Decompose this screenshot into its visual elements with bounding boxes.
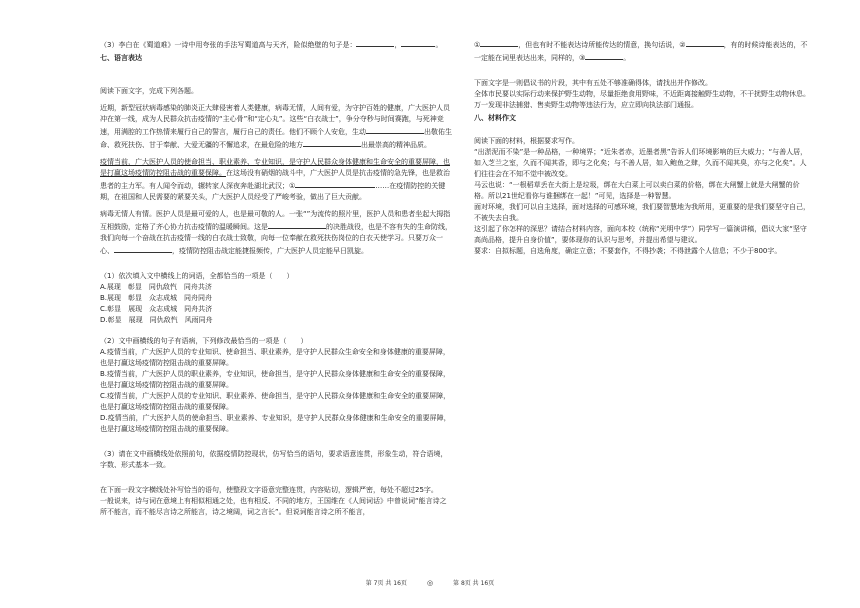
answer-blank[interactable]	[401, 38, 435, 47]
proposal-task-intro: 下面文字是一则倡议书的片段，其中有五处不够准确得体，请找出并作修改。	[474, 79, 712, 87]
section-7-heading: 七、语言表达	[100, 54, 142, 62]
q2-stem: （2）文中画横线的句子有语病，下列修改最恰当的一项是（ ）	[100, 337, 308, 345]
passage-paragraph-3: 病毒无情人有情。医护人员是最可爱的人，也是最可敬的人。一张“”为流传的照片里，医护人员和患者坐起大拇指互相鼓励，定格了齐心协力抗击疫情的温暖瞬间。这是 的决胜战役，也是不容有失的生命防线，我们向每一个奋战在抗击疫情一线的白衣战士致敬，向每一位奉献在救死扶伤岗位的白衣天使学习。只要万众一心、 ，疫情防控阻击战定能捷报频传，广大医护人员定能早日凯旋。	[100, 210, 452, 255]
answer-blank[interactable]	[585, 51, 623, 60]
q3-imitation-stem: （3）请在文中画横线处依照前句，依据疫情防控现状，仿写恰当的语句，要求语意连贯，形象生动，符合语境，字数、形式基本一致。	[100, 450, 448, 469]
left-column	[100, 38, 452, 518]
writing-prompt: 这引起了你怎样的深思？请结合材料内容，面向本校（统称“光明中学”）同学写一篇演讲稿，倡议大家“坚守高尚品格，提升自身价值”，要体现你的认识与思考，并提出希望与建议。	[474, 225, 807, 244]
q2-option[interactable]: A.疫情当前，广大医护人员的专业知识、使命担当、职业素养，是守护人民群众生命安全和身体健康的重要屏障，也是打赢这场疫情防控阻击战的重要屏障。	[100, 348, 450, 367]
footer-separator-icon: ◎	[426, 579, 434, 587]
q1-option[interactable]: A.展现 彰显 同仇敌忾 同舟共济	[100, 283, 212, 291]
passage-paragraph-1: 近期，新型冠状病毒感染的肺炎正大肆侵害着人类健康，病毒无情，人间有爱，为守护百姓的健康，广大医护人员冲在第一线，成为人民群众抗击疫情的“主心骨”和“定心丸”。这些“白衣战士”，争分夺秒与时间赛跑，与死神竞速，用满腔的工作热情来履行自己的誓言，履行自己的责任。他们不顾个人安危，生动 出敬佑生命、救死扶伤、甘于奉献、大爱无疆的不懈追求，在最危险的地方 出最崇高的精神品质。	[100, 104, 452, 149]
writing-material-1: “出淤泥而不染”是一种品格，一种境界；“近朱者赤，近墨者黑”告诉人们环境影响的巨大威力；“与善人居，如入芝兰之室，久而不闻其香，即与之化矣；与不善人居，如入鲍鱼之肆，久而不闻其臭，亦与之化矣”。人们往往会在不知不觉中被改变。	[474, 148, 808, 178]
answer-blank[interactable]	[268, 220, 326, 229]
q2-option[interactable]: B.疫情当前，广大医护人员的职业素养，专业知识，使命担当，是守护人民群众身体健康和生命安全的重要保障，也是打赢这场疫情防控阻击战的重要屏障。	[100, 370, 451, 389]
passage-paragraph-2: 疫情当前，广大医护人员的使命担当、职业素养、专业知识，是守护人民群众身体健康和生命安全的重要屏障，也是打赢这场疫情防控阻击战的重要保障。在这场没有硝烟的战斗中，广大医护人员是抗击疫情的急先锋，也是救治患者的主力军。有人闻令而动，辗转家人深夜奔赴湖北武汉；① ……在疫情防控的关键期，在祖国和人民需要的紧要关头，广大医护人员经受了严峻考验，做出了巨大贡献。	[100, 158, 450, 201]
right-column	[474, 38, 810, 257]
q3-poetry-question	[100, 38, 452, 51]
q2-option[interactable]: C.疫情当前，广大医护人员的专业知识、职业素养、使命担当，是守护人民群众身体健康和生命安全的重要屏障，也是打赢这场疫情防控阻击战的重要保障。	[100, 392, 451, 411]
answer-blank[interactable]	[303, 138, 361, 147]
page-footer	[0, 578, 860, 587]
section-8-heading: 八、材料作文	[474, 114, 516, 122]
writing-intro: 阅读下面的材料，根据要求写作。	[474, 137, 579, 145]
answer-blank[interactable]	[295, 179, 375, 188]
fill-blank-continuation: ① ，但也有时不能表达诗所能传达的情意，换句话说，② ，有的时候诗能表达的，不一定能在词里表达出来，同样的，③ 。	[474, 38, 810, 64]
writing-material-3: 面对环境，我们可以自主选择，面对选择的可感环境，我们要智慧地为我所用，更重要的是我们要坚守自己，不被失去自我。	[474, 203, 810, 222]
underlined-sentence: 疫情当前，广大医护人员的使命担当、职业素养、专业知识，是守护人民群众身体健康和生命安全的重要屏障，也是打赢这场疫情防控阻击战的重要保障。	[100, 158, 450, 177]
q3-comma: ，	[394, 41, 402, 49]
q1-option[interactable]: C.彰显 展现 众志成城 同舟共济	[100, 305, 213, 313]
q1-option[interactable]: B.展现 彰显 众志成城 同舟同舟	[100, 294, 213, 302]
answer-blank[interactable]	[366, 125, 424, 134]
answer-blank[interactable]	[114, 244, 172, 253]
supplement-task-stem: 在下面一段文字横线处补写恰当的语句，使整段文字语意完整连贯，内容贴切，逻辑严密，每处不超过25字。	[100, 486, 438, 494]
supplement-task-passage: 一般说来，诗与词在意境上有相似相通之处，也有相反、不同的地方，王国维在《人间词话》中曾说词“能言诗之所不能言，而不能尽言诗之所能言，诗之境阔，词之言长”。但说词能言诗之所不能言，	[100, 497, 447, 516]
right-page-number: 第 8页 共 16页	[453, 580, 495, 587]
reading-instruction: 阅读下面文字，完成下列各题。	[100, 87, 198, 95]
answer-blank[interactable]	[686, 38, 724, 47]
writing-requirements: 要求：自拟标题，自选角度，确定立意；不要套作，不得抄袭；不得泄露个人信息；不少于800字。	[474, 247, 782, 255]
q1-stem: （1）依次填入文中横线上的词语，全都恰当的一项是（ ）	[100, 272, 294, 280]
q1-option[interactable]: D.彰显 展现 同仇敌忾 风雨同舟	[100, 316, 213, 324]
answer-blank[interactable]	[480, 38, 518, 47]
proposal-text: 全体市民要以实际行动来保护野生动物，尽量拒绝食用野味，不近距离接触野生动物，不干扰野生动物休息。万一发现非法捕猎、售卖野生动物等违法行为，应立即向执法部门通报。	[474, 90, 810, 109]
writing-material-2: 马云也说：“一根稻草丢在大街上是垃圾，绑在大白菜上可以卖白菜的价格，绑在大闸蟹上就是大闸蟹的价格。所以21世纪看你与谁捆绑在一起！”可见，选择是一种智慧。	[474, 181, 800, 200]
q3-text: （3）李白在《蜀道难》一诗中用夸张的手法写蜀道高与天齐，险似绝壁的句子是：	[100, 41, 357, 49]
q2-option[interactable]: D.疫情当前，广大医护人员的使命担当、职业素养、专业知识，是守护人民群众身体健康和生命安全的重要屏障，也是打赢这场疫情防控阻击战的重要保障。	[100, 414, 451, 433]
left-page-number: 第 7页 共 16页	[365, 580, 407, 587]
q3-period: 。	[435, 41, 443, 49]
answer-blank[interactable]	[356, 38, 394, 47]
